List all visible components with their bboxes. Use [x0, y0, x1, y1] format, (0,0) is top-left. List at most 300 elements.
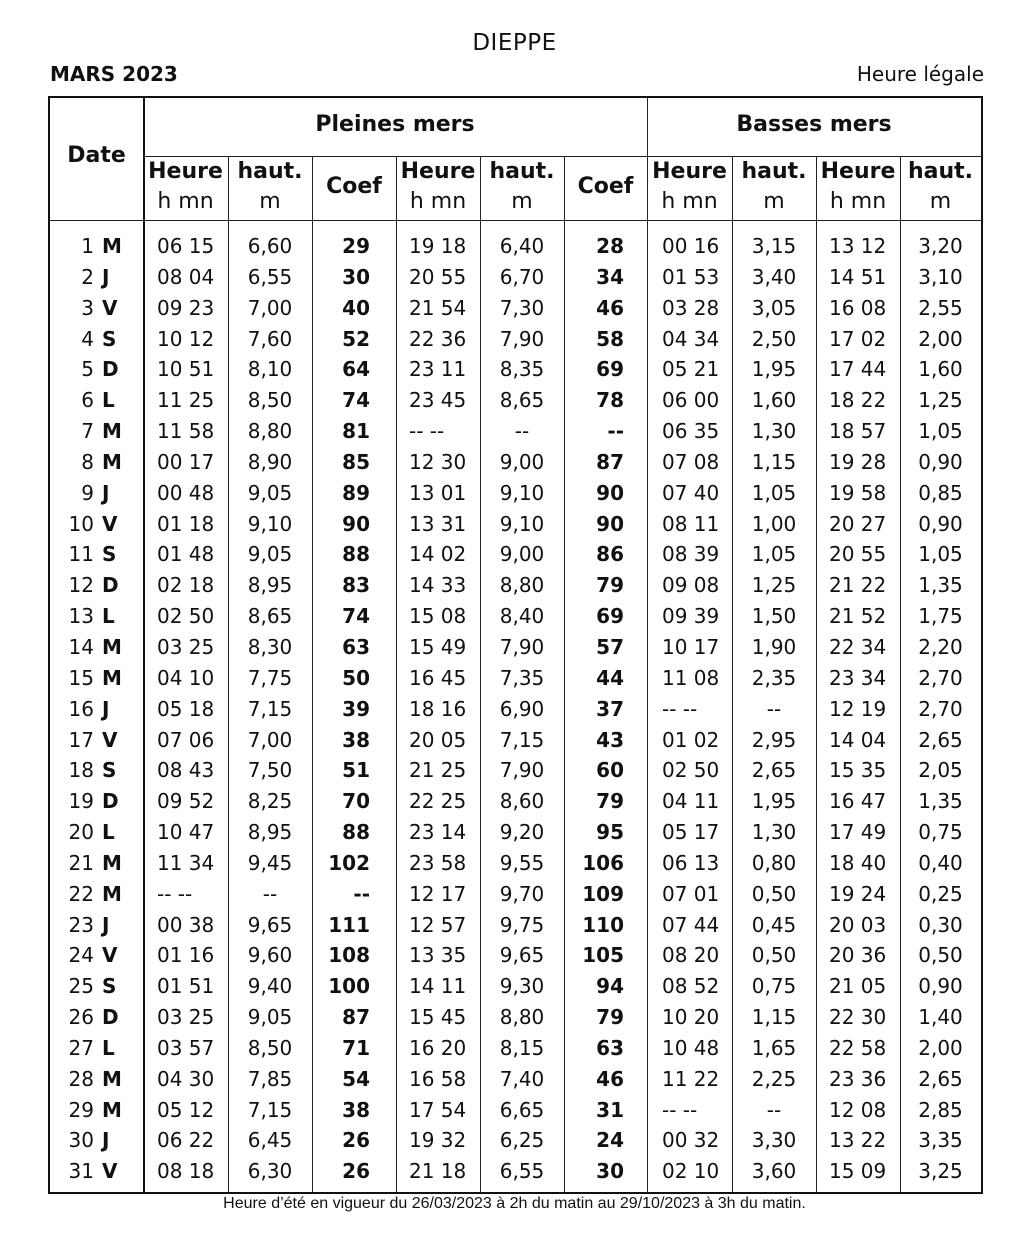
- coef-1: 85: [342, 449, 370, 474]
- coef-1: 74: [342, 604, 370, 629]
- low-tide-2-time: 15 09: [829, 1159, 887, 1184]
- m-label: m: [259, 189, 281, 214]
- low-tide-1-time: 06 13: [662, 850, 720, 875]
- high-tide-1-time: 05 18: [157, 696, 215, 721]
- high-tide-2-height: 6,25: [499, 1128, 545, 1153]
- header-date: Date: [67, 143, 126, 168]
- high-tide-1-height: 7,00: [247, 727, 293, 752]
- coef-1: 88: [342, 820, 370, 845]
- weekday: D: [102, 789, 119, 814]
- high-tide-1-height: 8,65: [247, 604, 293, 629]
- weekday: V: [102, 943, 118, 968]
- low-tide-1-height: 1,30: [751, 419, 797, 444]
- coef-2: 79: [596, 573, 624, 598]
- low-tide-2-time: 16 08: [829, 295, 887, 320]
- heure-label: Heure: [652, 159, 727, 184]
- high-tide-2-time: 23 58: [409, 850, 467, 875]
- low-tide-1-time: 07 40: [662, 480, 720, 505]
- table-row: [50, 601, 981, 632]
- low-tide-1-height: 0,75: [751, 974, 797, 999]
- low-tide-1-height: 3,30: [751, 1128, 797, 1153]
- high-tide-1-time: 11 58: [157, 419, 215, 444]
- low-tide-1-height: 3,15: [751, 234, 797, 258]
- high-tide-2-height: 7,35: [499, 665, 545, 690]
- low-tide-1-time: 07 08: [662, 449, 720, 474]
- low-tide-2-time: 16 47: [829, 789, 887, 814]
- coef-2: 31: [596, 1097, 624, 1122]
- high-tide-2-height: 7,90: [499, 326, 545, 351]
- day-number: 20: [68, 820, 94, 845]
- low-tide-2-height: 3,20: [918, 234, 963, 258]
- day-number: 22: [68, 881, 94, 906]
- low-tide-1-height: 1,95: [751, 789, 797, 814]
- weekday: L: [102, 604, 115, 629]
- high-tide-2-time: -- --: [409, 419, 445, 444]
- weekday: M: [102, 665, 122, 690]
- high-tide-1-height: 8,10: [247, 357, 293, 382]
- coef-1: 26: [342, 1128, 370, 1153]
- high-tide-1-time: 01 51: [157, 974, 215, 999]
- low-tide-1-height: 1,95: [751, 357, 797, 382]
- low-tide-2-time: 22 30: [829, 1005, 887, 1030]
- weekday: M: [102, 634, 122, 659]
- low-tide-2-height: 2,85: [918, 1097, 963, 1122]
- coef-1: 89: [342, 480, 370, 505]
- high-tide-1-time: 01 48: [157, 542, 215, 567]
- high-tide-1-time: 03 25: [157, 634, 215, 659]
- high-tide-1-time: 09 52: [157, 789, 215, 814]
- low-tide-1-time: 05 21: [662, 357, 720, 382]
- high-tide-2-height: 9,55: [499, 850, 545, 875]
- table-row: [50, 1002, 981, 1033]
- high-tide-2-height: 8,65: [499, 388, 545, 413]
- high-tide-2-time: 19 32: [409, 1128, 467, 1153]
- coef-2: 86: [596, 542, 624, 567]
- coef-2: 95: [596, 820, 624, 845]
- coef-1: 26: [342, 1159, 370, 1184]
- high-tide-1-height: 9,40: [247, 974, 293, 999]
- tide-table: [48, 96, 983, 1194]
- high-tide-1-height: 9,05: [247, 1005, 293, 1030]
- table-row: [50, 663, 981, 694]
- coef-2: 79: [596, 1005, 624, 1030]
- day-number: 11: [68, 542, 94, 567]
- coef-2: 34: [596, 264, 624, 289]
- coef-2: 24: [596, 1128, 624, 1153]
- day-number: 26: [68, 1005, 94, 1030]
- day-number: 31: [68, 1159, 94, 1184]
- high-tide-2-time: 23 45: [409, 388, 467, 413]
- high-tide-1-time: 03 57: [157, 1035, 215, 1060]
- high-tide-2-time: 12 30: [409, 449, 467, 474]
- weekday: M: [102, 1097, 122, 1122]
- high-tide-1-time: 08 43: [157, 758, 215, 783]
- weekday: D: [102, 573, 119, 598]
- coef-1: 52: [342, 326, 370, 351]
- high-tide-1-time: 00 38: [157, 912, 215, 937]
- low-tide-2-height: 2,20: [918, 634, 963, 659]
- low-tide-1-height: --: [766, 1097, 782, 1122]
- low-tide-2-height: 2,00: [918, 326, 963, 351]
- low-tide-2-height: 3,10: [918, 264, 963, 289]
- subheader-haut: [480, 157, 564, 217]
- weekday: S: [102, 974, 117, 999]
- subheader-haut: [732, 157, 816, 217]
- high-tide-1-height: 7,15: [247, 696, 293, 721]
- low-tide-2-height: 1,75: [918, 604, 963, 629]
- low-tide-1-height: 1,05: [751, 480, 797, 505]
- low-tide-2-time: 18 57: [829, 419, 887, 444]
- coef-1: 111: [328, 912, 370, 937]
- weekday: M: [102, 1066, 122, 1091]
- high-tide-2-time: 14 11: [409, 974, 467, 999]
- high-tide-2-time: 22 25: [409, 789, 467, 814]
- coef-2: 87: [596, 449, 624, 474]
- haut-label: haut.: [489, 159, 555, 184]
- low-tide-1-time: 10 48: [662, 1035, 720, 1060]
- table-row: [50, 632, 981, 663]
- header-pleines-mers: Pleines mers: [315, 112, 475, 137]
- weekday: J: [102, 1128, 110, 1153]
- day-number: 10: [68, 511, 94, 536]
- high-tide-2-time: 15 49: [409, 634, 467, 659]
- low-tide-1-height: 1,65: [751, 1035, 797, 1060]
- coef-2: 28: [596, 234, 624, 258]
- low-tide-2-height: 0,90: [918, 511, 963, 536]
- table-row: [50, 262, 981, 293]
- coef-1: 88: [342, 542, 370, 567]
- coef-1: 54: [342, 1066, 370, 1091]
- table-row: [50, 910, 981, 941]
- high-tide-2-time: 19 18: [409, 234, 467, 258]
- high-tide-2-height: 8,15: [499, 1035, 545, 1060]
- heure-label: Heure: [148, 159, 223, 184]
- coef-1: 30: [342, 264, 370, 289]
- low-tide-1-height: 2,35: [751, 665, 797, 690]
- low-tide-1-height: 1,50: [751, 604, 797, 629]
- low-tide-1-height: 1,30: [751, 820, 797, 845]
- table-row: [50, 755, 981, 786]
- day-number: 8: [81, 449, 94, 474]
- low-tide-1-time: 07 44: [662, 912, 720, 937]
- day-number: 12: [68, 573, 94, 598]
- coef-1: 81: [342, 419, 370, 444]
- low-tide-2-height: 0,90: [918, 449, 963, 474]
- high-tide-1-height: 9,05: [247, 480, 293, 505]
- coef-2: 46: [596, 1066, 624, 1091]
- hmn-label: h mn: [661, 189, 718, 214]
- coef-1: --: [353, 881, 370, 906]
- day-number: 30: [68, 1128, 94, 1153]
- low-tide-1-time: 06 00: [662, 388, 720, 413]
- high-tide-2-time: 20 55: [409, 264, 467, 289]
- low-tide-1-time: 02 50: [662, 758, 720, 783]
- high-tide-1-time: 02 50: [157, 604, 215, 629]
- coef-1: 39: [342, 696, 370, 721]
- subheader-haut: [900, 157, 981, 217]
- haut-label: haut.: [741, 159, 807, 184]
- high-tide-1-height: 8,30: [247, 634, 293, 659]
- table-row: [50, 1033, 981, 1064]
- low-tide-1-time: 04 11: [662, 789, 720, 814]
- low-tide-2-height: 0,85: [918, 480, 963, 505]
- high-tide-2-time: 16 58: [409, 1066, 467, 1091]
- table-row: [50, 447, 981, 478]
- day-number: 25: [68, 974, 94, 999]
- low-tide-1-height: 1,15: [751, 449, 797, 474]
- weekday: J: [102, 696, 110, 721]
- coef-2: 44: [596, 665, 624, 690]
- high-tide-1-height: 8,25: [247, 789, 293, 814]
- weekday: L: [102, 820, 115, 845]
- weekday: S: [102, 758, 117, 783]
- coef-2: 90: [596, 480, 624, 505]
- high-tide-2-time: 13 31: [409, 511, 467, 536]
- low-tide-2-time: 12 19: [829, 696, 887, 721]
- high-tide-2-height: 6,90: [499, 696, 545, 721]
- day-number: 18: [68, 758, 94, 783]
- low-tide-1-height: 0,45: [751, 912, 797, 937]
- high-tide-1-time: -- --: [157, 881, 193, 906]
- table-row: [50, 786, 981, 817]
- weekday: J: [102, 480, 110, 505]
- table-row: [50, 293, 981, 324]
- high-tide-1-time: 00 17: [157, 449, 215, 474]
- low-tide-2-height: 0,30: [918, 912, 963, 937]
- coef-2: 30: [596, 1159, 624, 1184]
- low-tide-2-height: 0,50: [918, 943, 963, 968]
- low-tide-2-time: 13 12: [829, 234, 887, 258]
- low-tide-2-height: 2,55: [918, 295, 963, 320]
- day-number: 21: [68, 850, 94, 875]
- low-tide-2-time: 20 03: [829, 912, 887, 937]
- high-tide-1-time: 01 18: [157, 511, 215, 536]
- low-tide-2-time: 14 51: [829, 264, 887, 289]
- high-tide-2-time: 15 45: [409, 1005, 467, 1030]
- weekday: D: [102, 357, 119, 382]
- high-tide-1-height: 7,00: [247, 295, 293, 320]
- coef-2: --: [607, 419, 624, 444]
- day-number: 5: [81, 357, 94, 382]
- high-tide-2-height: 9,00: [499, 449, 545, 474]
- high-tide-1-height: 9,60: [247, 943, 293, 968]
- high-tide-1-height: --: [262, 881, 278, 906]
- coef-1: 38: [342, 727, 370, 752]
- high-tide-1-time: 09 23: [157, 295, 215, 320]
- header-basses-mers: Basses mers: [736, 112, 892, 137]
- low-tide-2-time: 20 55: [829, 542, 887, 567]
- low-tide-1-height: 2,95: [751, 727, 797, 752]
- high-tide-2-time: 14 33: [409, 573, 467, 598]
- high-tide-1-height: 8,50: [247, 388, 293, 413]
- coef-2: 90: [596, 511, 624, 536]
- low-tide-2-time: 20 27: [829, 511, 887, 536]
- weekday: M: [102, 449, 122, 474]
- high-tide-1-height: 8,50: [247, 1035, 293, 1060]
- high-tide-2-time: 13 01: [409, 480, 467, 505]
- high-tide-2-height: 6,40: [499, 234, 545, 258]
- high-tide-2-time: 18 16: [409, 696, 467, 721]
- low-tide-2-time: 19 24: [829, 881, 887, 906]
- table-row: [50, 817, 981, 848]
- low-tide-2-time: 19 28: [829, 449, 887, 474]
- coef-2: 58: [596, 326, 624, 351]
- coef-2: 78: [596, 388, 624, 413]
- coef-2: 37: [596, 696, 624, 721]
- subheader-coef: Coef: [326, 174, 382, 199]
- day-number: 24: [68, 943, 94, 968]
- coef-1: 87: [342, 1005, 370, 1030]
- high-tide-2-height: 9,10: [499, 511, 545, 536]
- weekday: L: [102, 388, 115, 413]
- high-tide-1-height: 7,75: [247, 665, 293, 690]
- high-tide-1-height: 8,90: [247, 449, 293, 474]
- low-tide-1-time: 08 20: [662, 943, 720, 968]
- low-tide-2-time: 17 02: [829, 326, 887, 351]
- low-tide-1-time: 11 08: [662, 665, 720, 690]
- low-tide-1-time: 08 52: [662, 974, 720, 999]
- time-label: Heure légale: [856, 62, 984, 86]
- high-tide-1-height: 9,05: [247, 542, 293, 567]
- high-tide-1-time: 06 22: [157, 1128, 215, 1153]
- low-tide-1-height: 1,15: [751, 1005, 797, 1030]
- high-tide-1-time: 07 06: [157, 727, 215, 752]
- hmn-label: h mn: [409, 189, 467, 214]
- high-tide-2-height: 8,80: [499, 573, 545, 598]
- high-tide-2-time: 16 45: [409, 665, 467, 690]
- table-row: [50, 725, 981, 756]
- low-tide-1-time: 02 10: [662, 1159, 720, 1184]
- day-number: 13: [68, 604, 94, 629]
- low-tide-2-time: 13 22: [829, 1128, 887, 1153]
- day-number: 17: [68, 727, 94, 752]
- low-tide-2-height: 2,65: [918, 727, 963, 752]
- low-tide-2-height: 1,35: [918, 789, 963, 814]
- low-tide-1-time: 10 17: [662, 634, 720, 659]
- low-tide-1-height: 1,05: [751, 542, 797, 567]
- coef-1: 108: [328, 943, 370, 968]
- weekday: M: [102, 234, 122, 258]
- weekday: V: [102, 295, 118, 320]
- high-tide-2-time: 12 17: [409, 881, 467, 906]
- high-tide-2-time: 23 14: [409, 820, 467, 845]
- low-tide-2-time: 12 08: [829, 1097, 887, 1122]
- high-tide-2-time: 17 54: [409, 1097, 467, 1122]
- table-body: [50, 231, 981, 1187]
- heure-label: Heure: [820, 159, 896, 184]
- high-tide-2-height: 7,30: [499, 295, 545, 320]
- high-tide-2-time: 13 35: [409, 943, 467, 968]
- low-tide-1-height: 1,60: [751, 388, 797, 413]
- table-row: [50, 1064, 981, 1095]
- coef-2: 46: [596, 295, 624, 320]
- low-tide-1-time: 08 11: [662, 511, 720, 536]
- subheader-heure: [396, 157, 480, 217]
- coef-2: 60: [596, 758, 624, 783]
- table-row: [50, 848, 981, 879]
- table-row: [50, 509, 981, 540]
- coef-2: 106: [582, 850, 624, 875]
- high-tide-1-time: 01 16: [157, 943, 215, 968]
- low-tide-2-height: 1,05: [918, 419, 963, 444]
- coef-2: 94: [596, 974, 624, 999]
- low-tide-2-time: 21 22: [829, 573, 887, 598]
- low-tide-1-time: 09 39: [662, 604, 720, 629]
- subheader-heure: [143, 157, 228, 217]
- coef-1: 102: [328, 850, 370, 875]
- high-tide-1-time: 08 18: [157, 1159, 215, 1184]
- high-tide-1-height: 8,80: [247, 419, 293, 444]
- high-tide-1-height: 7,15: [247, 1097, 293, 1122]
- low-tide-2-time: 20 36: [829, 943, 887, 968]
- day-number: 14: [68, 634, 94, 659]
- low-tide-2-time: 18 40: [829, 850, 887, 875]
- low-tide-1-time: 00 16: [662, 234, 720, 258]
- weekday: V: [102, 727, 118, 752]
- high-tide-1-time: 04 30: [157, 1066, 215, 1091]
- table-row: [50, 539, 981, 570]
- coef-1: 83: [342, 573, 370, 598]
- low-tide-1-height: 0,50: [751, 881, 797, 906]
- table-row: [50, 354, 981, 385]
- hmn-label: h mn: [829, 189, 887, 214]
- low-tide-2-height: 0,75: [918, 820, 963, 845]
- low-tide-2-height: 1,05: [918, 542, 963, 567]
- low-tide-1-time: 00 32: [662, 1128, 720, 1153]
- header-bottom-rule: [50, 220, 981, 221]
- coef-1: 74: [342, 388, 370, 413]
- low-tide-1-height: 2,50: [751, 326, 797, 351]
- high-tide-1-height: 9,10: [247, 511, 293, 536]
- high-tide-2-height: 7,90: [499, 758, 545, 783]
- low-tide-1-time: 05 17: [662, 820, 720, 845]
- coef-1: 64: [342, 357, 370, 382]
- high-tide-1-height: 6,30: [247, 1159, 293, 1184]
- high-tide-2-height: 9,70: [499, 881, 545, 906]
- high-tide-2-time: 21 18: [409, 1159, 467, 1184]
- low-tide-2-height: 2,05: [918, 758, 963, 783]
- coef-2: 63: [596, 1035, 624, 1060]
- haut-label: haut.: [237, 159, 303, 184]
- high-tide-2-time: 21 54: [409, 295, 467, 320]
- high-tide-1-height: 7,85: [247, 1066, 293, 1091]
- subheader-heure: [816, 157, 900, 217]
- day-number: 6: [81, 388, 94, 413]
- weekday: J: [102, 912, 110, 937]
- low-tide-1-height: 3,40: [751, 264, 797, 289]
- weekday: V: [102, 1159, 118, 1184]
- low-tide-1-time: 03 28: [662, 295, 720, 320]
- coef-2: 69: [596, 357, 624, 382]
- high-tide-1-time: 04 10: [157, 665, 215, 690]
- low-tide-2-height: 2,70: [918, 665, 963, 690]
- coef-1: 40: [342, 295, 370, 320]
- high-tide-1-height: 8,95: [247, 573, 293, 598]
- low-tide-2-height: 2,70: [918, 696, 963, 721]
- coef-1: 50: [342, 665, 370, 690]
- coef-2: 109: [582, 881, 624, 906]
- day-number: 4: [81, 326, 94, 351]
- coef-1: 100: [328, 974, 370, 999]
- low-tide-1-time: 04 34: [662, 326, 720, 351]
- low-tide-1-time: 08 39: [662, 542, 720, 567]
- high-tide-2-height: 6,65: [499, 1097, 545, 1122]
- high-tide-1-height: 6,55: [247, 264, 293, 289]
- high-tide-2-height: 6,55: [499, 1159, 545, 1184]
- weekday: M: [102, 850, 122, 875]
- high-tide-2-height: 9,20: [499, 820, 545, 845]
- day-number: 15: [68, 665, 94, 690]
